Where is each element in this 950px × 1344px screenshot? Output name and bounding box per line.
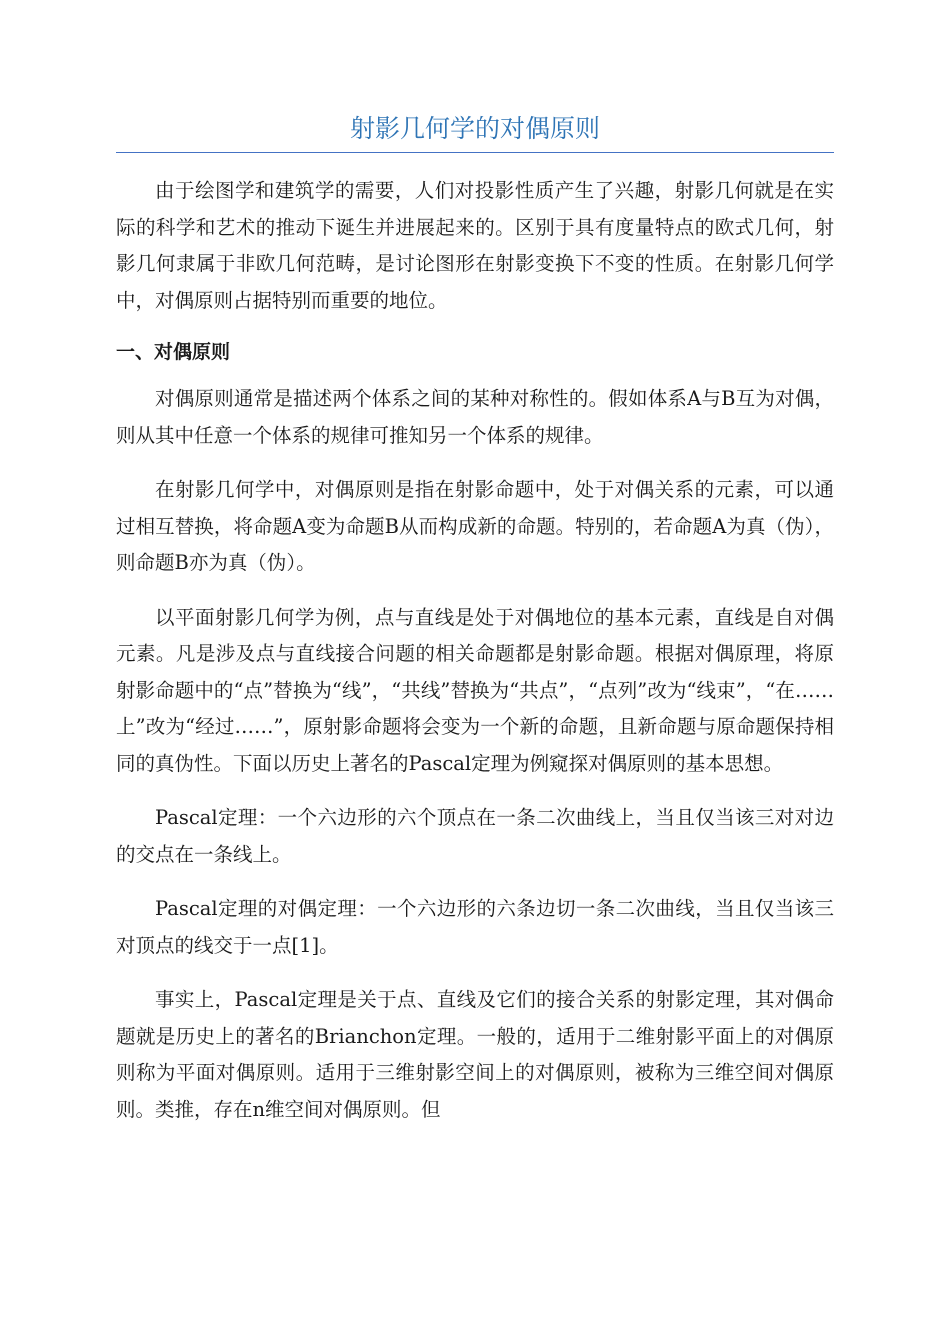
section-heading: 一、对偶原则 [116, 341, 231, 363]
paragraph-pascal-dual: Pascal定理的对偶定理：一个六边形的六条边切一条二次曲线，当且仅当该三对顶点的线交于一点[1]。 [116, 897, 834, 957]
document-title: 射影几何学的对偶原则 [349, 114, 600, 143]
paragraph-brianchon: 事实上，Pascal定理是关于点、直线及它们的接合关系的射影定理，其对偶命题就是历史上的著名的Brianchon定理。一般的，适用于二维射影平面上的对偶原则称为平面对偶原则。适用于三维射影空间上的对偶原则，被称为三维空间对偶原则。类推，存在n维空间对偶原则。但 [116, 988, 834, 1121]
paragraph-projective-duality: 在射影几何学中，对偶原则是指在射影命题中，处于对偶关系的元素，可以通过相互替换，将命题A变为命题B从而构成新的命题。特别的，若命题A为真（伪），则命题B亦为真（伪）。 [116, 478, 834, 574]
paragraph-duality-definition: 对偶原则通常是描述两个体系之间的某种对称性的。假如体系A与B互为对偶，则从其中任意一个体系的规律可推知另一个体系的规律。 [116, 387, 834, 447]
paragraph-pascal-theorem: Pascal定理：一个六边形的六个顶点在一条二次曲线上，当且仅当该三对对边的交点在一条线上。 [116, 806, 834, 866]
intro-paragraph: 由于绘图学和建筑学的需要，人们对投影性质产生了兴趣，射影几何就是在实际的科学和艺术的推动下诞生并进展起来的。区别于具有度量特点的欧式几何，射影几何隶属于非欧几何范畴，是讨论图形在射影变换下不变的性质。在射影几何学中，对偶原则占据特别而重要的地位。 [116, 179, 834, 312]
title-underline [116, 152, 834, 153]
document-page [116, 112, 834, 1146]
paragraph-plane-example: 以平面射影几何学为例，点与直线是处于对偶地位的基本元素，直线是自对偶元素。凡是涉及点与直线接合问题的相关命题都是射影命题。根据对偶原理，将原射影命题中的“点”替换为“线”，“共线”替换为“共点”，“点列”改为“线束”，“在……上”改为“经过……”，原射影命题将会变为一个新的命题，且新命题与原命题保持相同的真伪性。下面以历史上著名的Pascal定理为例窥探对偶原则的基本思想。 [116, 605, 834, 775]
